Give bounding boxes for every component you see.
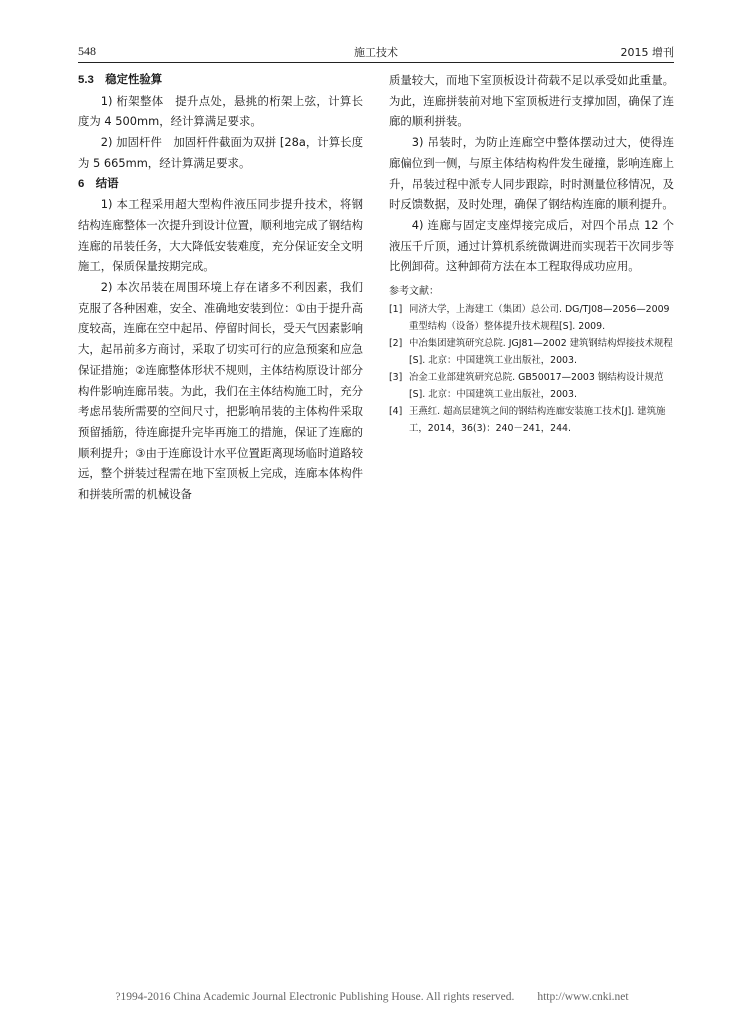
paragraph: 2) 加固杆件 加固杆件截面为双拼 [28a，计算长度为 5 665mm，经计算满足要求。 bbox=[78, 135, 363, 170]
section-heading-6: 6 结语 bbox=[78, 177, 119, 190]
paragraph: 4) 连廊与固定支座焊接完成后，对四个吊点 12 个液压千斤顶，通过计算机系统微调进而实现若干次同步等比例卸荷。这种卸荷方法在本工程取得成功应用。 bbox=[389, 217, 674, 274]
reference-number: [2] bbox=[389, 338, 403, 350]
header-rule bbox=[78, 62, 674, 63]
reference-item bbox=[389, 335, 674, 369]
copyright-footer: ?1994-2016 China Academic Journal Electronic Publishing House. All rights reserved. http://www.cnki.net bbox=[115, 991, 629, 1003]
reference-text: 冶金工业部建筑研究总院. GB50017—2003 钢结构设计规范[S]. 北京：中国建筑工业出版社，2003. bbox=[409, 372, 664, 401]
left-column bbox=[78, 70, 363, 505]
reference-number: [4] bbox=[389, 406, 403, 418]
issue-year: 2015 增刊 bbox=[620, 46, 674, 59]
reference-text: 王燕红. 超高层建筑之间的钢结构连廊安装施工技术[J]. 建筑施工，2014，36(3)：240－241，244. bbox=[409, 406, 666, 435]
reference-number: [1] bbox=[389, 304, 403, 316]
paragraph: 质量较大，而地下室顶板设计荷载不足以承受如此重量。为此，连廊拼装前对地下室顶板进行支撑加固，确保了连廊的顺利拼装。 bbox=[389, 73, 674, 129]
reference-text: 中冶集团建筑研究总院. JGJ81—2002 建筑钢结构焊接技术规程[S]. 北京：中国建筑工业出版社，2003. bbox=[409, 338, 673, 367]
page-header bbox=[78, 44, 674, 62]
right-column bbox=[389, 70, 674, 437]
section-heading-5-3: 5.3 稳定性验算 bbox=[78, 74, 163, 86]
reference-item bbox=[389, 403, 674, 437]
paragraph: 1) 本工程采用超大型构件液压同步提升技术，将钢结构连廊整体一次提升到设计位置，顺利地完成了钢结构连廊的吊装任务，大大降低安装难度，充分保证安全文明施工，保质保量按期完成。 bbox=[78, 197, 363, 274]
journal-title: 施工技术 bbox=[354, 46, 398, 59]
page-number: 548 bbox=[78, 44, 96, 58]
reference-item bbox=[389, 369, 674, 403]
reference-item bbox=[389, 301, 674, 335]
paragraph: 1) 桁架整体 提升点处，悬挑的桁架上弦，计算长度为 4 500mm，经计算满足要求。 bbox=[78, 93, 363, 129]
paragraph: 2) 本次吊装在周围环境上存在诸多不利因素，我们克服了各种困难，安全、准确地安装到位：①由于提升高度较高，连廊在空中起吊、停留时间长，受天气因素影响大，起吊前多方商讨，采取了切实可行的应急预案和应急保证措施；②连廊整体形状不规则，主体结构原设计部分构件影响连廊吊装。为此，我们在主体结构施工时，充分考虑吊装所需要的空间尺寸，把影响吊装的主体构件采取预留插筋，待连廊提升完毕再施工的措施，保证了连廊的顺利提升；③由于连廊设计水平位置距离现场临时道路较远，整个拼装过程需在地下室顶板上完成，连廊本体构件和拼装所需的机械设备 bbox=[78, 280, 363, 502]
reference-number: [3] bbox=[389, 372, 403, 384]
paragraph: 3) 吊装时，为防止连廊空中整体摆动过大，使得连廊偏位到一侧，与原主体结构构件发生碰撞，影响连廊上升，吊装过程中派专人同步跟踪，时时测量位移情况，及时反馈数据，及时处理，确保了钢结构连廊的顺利提升。 bbox=[389, 135, 674, 212]
references-heading: 参考文献： bbox=[389, 286, 439, 298]
reference-text: 同济大学，上海建工（集团）总公司. DG/TJ08—2056—2009 重型结构（设备）整体提升技术规程[S]. 2009. bbox=[409, 304, 670, 333]
